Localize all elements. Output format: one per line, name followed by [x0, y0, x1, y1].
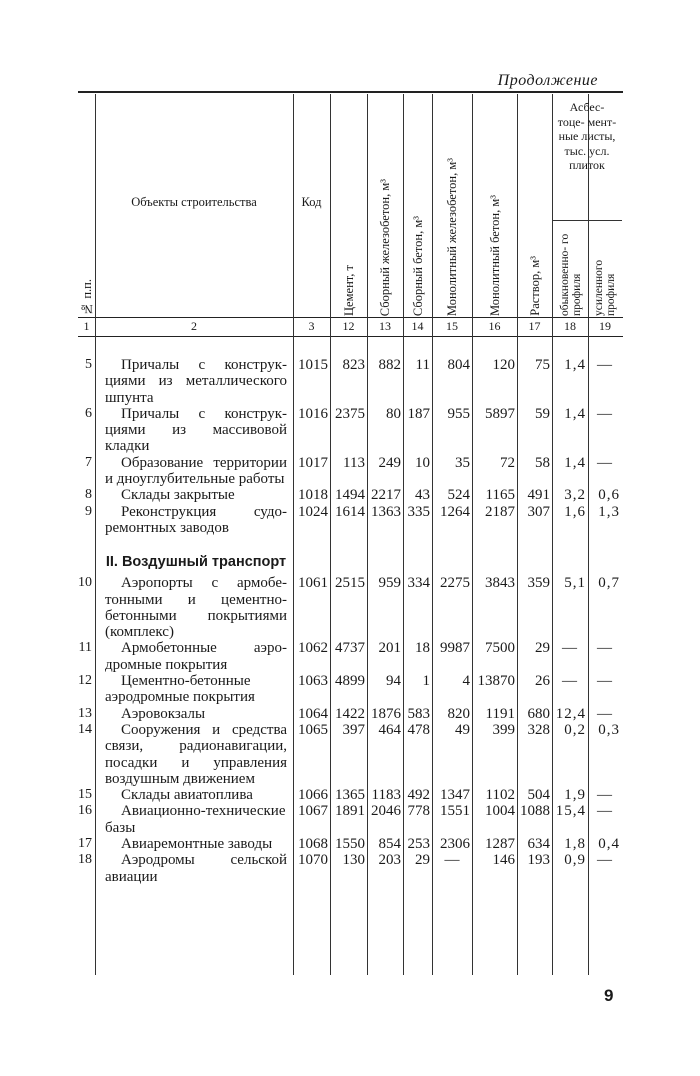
value-cell: 854 — [378, 836, 401, 853]
value-cell: — — [597, 673, 613, 690]
object-name: Авиационно-технические базы — [105, 803, 286, 836]
table-row — [78, 575, 623, 640]
section-row — [78, 552, 623, 575]
value-cell: 3843 — [485, 575, 515, 592]
value-cell: 13870 — [477, 673, 515, 690]
table-row — [78, 487, 623, 503]
page-number: 9 — [604, 986, 614, 1005]
value-cell: 1102 — [485, 787, 515, 804]
value-cell: 680 — [527, 705, 550, 722]
header-precast-rc: Сборный железобетон, м³ — [378, 178, 392, 316]
table-top-rule — [78, 91, 623, 93]
value-cell: — — [597, 640, 613, 657]
value-cell: 1062 — [298, 640, 328, 657]
value-cell: 2515 — [335, 575, 365, 592]
value-cell: 1,4 — [564, 357, 586, 373]
value-cell: 778 — [407, 803, 430, 820]
value-cell: — — [597, 357, 613, 373]
value-cell: 0,3 — [598, 721, 620, 738]
column-number: 3 — [308, 319, 315, 333]
table-row — [78, 640, 623, 673]
value-cell: 1,4 — [564, 454, 586, 471]
value-cell: 524 — [447, 487, 470, 504]
value-cell: 959 — [378, 575, 401, 592]
value-cell: 1 — [422, 673, 430, 690]
value-cell: 823 — [342, 357, 365, 373]
row-number: 8 — [85, 487, 92, 503]
value-cell: 1191 — [485, 705, 515, 722]
object-name: Аэровокзалы — [121, 705, 206, 722]
column-number-rule — [78, 336, 623, 337]
value-cell: 120 — [492, 357, 515, 373]
row-number: 17 — [78, 836, 92, 852]
value-cell: 955 — [447, 405, 470, 422]
value-cell: 130 — [342, 852, 365, 869]
value-cell: 2275 — [440, 575, 470, 592]
column-number: 19 — [599, 319, 611, 333]
value-cell: 11 — [415, 357, 430, 373]
column-number: 13 — [379, 319, 391, 333]
value-cell: — — [444, 852, 460, 869]
value-cell: 1018 — [298, 487, 328, 504]
row-number: 18 — [78, 852, 92, 868]
value-cell: 26 — [535, 673, 550, 690]
value-cell: 4 — [462, 673, 470, 690]
value-cell: 72 — [500, 454, 515, 471]
value-cell: 249 — [378, 454, 401, 471]
table-row — [78, 706, 623, 722]
column-number: 15 — [446, 319, 458, 333]
object-name: Армобетонные аэродромные покрытия — [105, 640, 287, 673]
table-row — [78, 357, 623, 406]
column-number: 18 — [564, 319, 576, 333]
header-object: Объекты строительства — [131, 195, 257, 209]
value-cell: 1065 — [298, 721, 328, 738]
value-cell: 1,8 — [564, 836, 586, 853]
value-cell: 492 — [407, 787, 430, 804]
object-name: Цементно-бетонные аэродромные покрытия — [105, 673, 255, 706]
table-row — [78, 455, 623, 488]
value-cell: — — [597, 803, 613, 820]
value-cell: 504 — [527, 787, 550, 804]
value-cell: 3,2 — [564, 487, 586, 504]
value-cell: 1061 — [298, 575, 328, 592]
object-name: Образование территории и дноуглубительные работы — [105, 454, 287, 488]
object-name: Аэропорты с армобетонными и цементнобетонными покрытиями (комплекс) — [105, 575, 287, 641]
value-cell: 334 — [407, 575, 430, 592]
value-cell: 1183 — [371, 787, 401, 804]
column-number: 2 — [191, 319, 197, 333]
value-cell: 2375 — [335, 405, 365, 422]
object-name: Реконструкция судоремонтных заводов — [105, 503, 287, 536]
value-cell: 4899 — [335, 673, 365, 690]
table-row — [78, 406, 623, 455]
value-cell: — — [597, 705, 613, 722]
value-cell: 1064 — [298, 705, 328, 722]
value-cell: 0,7 — [598, 575, 620, 592]
table-row — [78, 504, 623, 537]
table-row — [78, 836, 623, 852]
value-cell: 113 — [343, 454, 365, 471]
value-cell: 12,4 — [555, 705, 586, 722]
value-cell: 75 — [535, 357, 550, 373]
row-number: 5 — [85, 357, 92, 372]
value-cell: 193 — [527, 852, 550, 869]
value-cell: 2217 — [371, 487, 401, 504]
value-cell: 1365 — [335, 787, 365, 804]
value-cell: 5,1 — [564, 575, 586, 592]
value-cell: 1024 — [298, 503, 328, 520]
value-cell: 1363 — [371, 503, 401, 520]
value-cell: 804 — [447, 357, 470, 373]
value-cell: 1347 — [440, 787, 470, 804]
value-cell: 10 — [415, 454, 430, 471]
object-name: Аэродромы сельской авиации — [105, 852, 287, 885]
value-cell: 820 — [447, 705, 470, 722]
row-number: 7 — [85, 454, 92, 470]
value-cell: 1891 — [335, 803, 365, 820]
value-cell: 478 — [407, 721, 430, 738]
table-row — [78, 803, 623, 836]
value-cell: — — [562, 640, 578, 657]
value-cell: 1551 — [440, 803, 470, 820]
value-cell: — — [597, 454, 613, 471]
header-mortar: Раствор, м³ — [527, 256, 542, 316]
value-cell: 0,6 — [598, 487, 620, 504]
section-title: II. Воздушный транспорт — [105, 554, 287, 571]
value-cell: 29 — [535, 640, 550, 657]
value-cell: 0,4 — [598, 836, 620, 853]
value-cell: 1067 — [298, 803, 328, 820]
header-precast-concrete: Сборный бетон, м³ — [410, 215, 425, 316]
column-number: 1 — [83, 319, 90, 333]
value-cell: 1876 — [371, 705, 401, 722]
value-cell: 335 — [407, 503, 430, 520]
value-cell: 1017 — [298, 454, 328, 471]
value-cell: 1066 — [298, 787, 328, 804]
value-cell: 1070 — [298, 852, 328, 869]
value-cell: 1088 — [520, 803, 550, 820]
value-cell: 7500 — [485, 640, 515, 657]
value-cell: 2046 — [371, 803, 401, 820]
value-cell: 15,4 — [555, 803, 586, 820]
table-row — [78, 673, 623, 706]
value-cell: 1068 — [298, 836, 328, 853]
value-cell: 5897 — [485, 405, 515, 422]
column-number: 16 — [488, 319, 501, 333]
value-cell: 634 — [527, 836, 550, 853]
value-cell: 1550 — [335, 836, 365, 853]
value-cell: 1,6 — [564, 503, 586, 520]
value-cell: 0,2 — [564, 721, 586, 738]
value-cell: 35 — [455, 454, 470, 471]
header-asbestos-ordinary: обыкновенно- го профиля — [558, 233, 583, 316]
value-cell: 253 — [407, 836, 430, 853]
value-cell: 464 — [378, 721, 401, 738]
value-cell: 1,3 — [598, 503, 620, 520]
column-number: 12 — [342, 319, 355, 333]
row-number: 12 — [78, 673, 92, 689]
row-number: 6 — [85, 405, 92, 421]
value-cell: — — [597, 405, 613, 422]
value-cell: 59 — [535, 405, 550, 422]
value-cell: 1287 — [485, 836, 515, 853]
header-code: Код — [301, 195, 322, 209]
header-monolithic-concrete: Монолитный бетон, м³ — [487, 194, 502, 316]
object-name: Причалы с конструкциями из металлического шпунта — [105, 357, 287, 406]
value-cell: 1063 — [298, 673, 328, 690]
value-cell: 882 — [378, 357, 401, 373]
object-name: Авиаремонтные заводы — [121, 836, 273, 853]
row-number: 14 — [78, 721, 92, 737]
continuation-label: Продолжение — [497, 72, 598, 89]
value-cell: 307 — [527, 503, 550, 520]
value-cell: 1494 — [335, 487, 365, 504]
column-number: 14 — [411, 319, 424, 333]
value-cell: 94 — [386, 673, 401, 690]
row-number: 13 — [78, 705, 92, 721]
object-name: Причалы с конструкциями из массивовой кладки — [105, 405, 287, 455]
value-cell: — — [597, 787, 613, 804]
table-row — [78, 852, 623, 885]
value-cell: 29 — [415, 852, 430, 869]
value-cell: 328 — [527, 721, 550, 738]
value-cell: 18 — [415, 640, 430, 657]
object-name: Склады закрытые — [121, 487, 235, 504]
value-cell: 2306 — [440, 836, 470, 853]
object-name: Сооружения и средства связи, радионавигации, посадки и управления воздушным движением — [105, 721, 287, 787]
header-number: № п.п. — [79, 279, 94, 316]
value-cell: 201 — [378, 640, 401, 657]
row-number: 10 — [78, 575, 92, 591]
value-cell: 9987 — [440, 640, 470, 657]
object-name: Склады авиатоплива — [121, 787, 253, 804]
value-cell: 58 — [535, 454, 550, 471]
table-row — [78, 722, 623, 787]
value-cell: 1,9 — [564, 787, 586, 804]
header-bottom-rule — [78, 317, 623, 318]
value-cell: 1004 — [485, 803, 515, 820]
value-cell: 491 — [527, 487, 550, 504]
header-asbestos-reinforced: усиленного профиля — [593, 259, 617, 316]
value-cell: 4737 — [335, 640, 365, 657]
value-cell: 0,9 — [564, 852, 586, 869]
value-cell: 1614 — [335, 503, 365, 520]
value-cell: 49 — [455, 721, 470, 738]
value-cell: 397 — [342, 721, 365, 738]
value-cell: 43 — [415, 487, 430, 504]
value-cell: 187 — [407, 405, 430, 422]
value-cell: 1015 — [298, 357, 328, 373]
value-cell: 1264 — [440, 503, 470, 520]
value-cell: 80 — [386, 405, 401, 422]
row-number: 15 — [78, 787, 92, 803]
value-cell: 583 — [407, 705, 430, 722]
value-cell: 399 — [492, 721, 515, 738]
header-asbestos-group: Асбес- тоце- мент- ные листы, тыс. усл. плиток — [557, 100, 617, 172]
value-cell: 1,4 — [564, 405, 586, 422]
row-number: 16 — [78, 803, 92, 819]
column-number: 17 — [528, 319, 541, 333]
value-cell: — — [597, 852, 613, 869]
value-cell: 146 — [492, 852, 515, 869]
row-number: 11 — [78, 640, 92, 656]
value-cell: 1016 — [298, 405, 328, 422]
value-cell: 359 — [527, 575, 550, 592]
value-cell: 2187 — [485, 503, 515, 520]
row-number: 9 — [85, 503, 92, 519]
value-cell: 1165 — [485, 487, 515, 504]
value-cell: 203 — [378, 852, 401, 869]
header-cement: Цемент, т — [341, 265, 356, 316]
value-cell: — — [562, 673, 578, 690]
header-monolithic-rc: Монолитный железобетон, м³ — [445, 157, 459, 316]
value-cell: 1422 — [335, 705, 365, 722]
table-row — [78, 787, 623, 803]
table-body — [78, 357, 623, 885]
